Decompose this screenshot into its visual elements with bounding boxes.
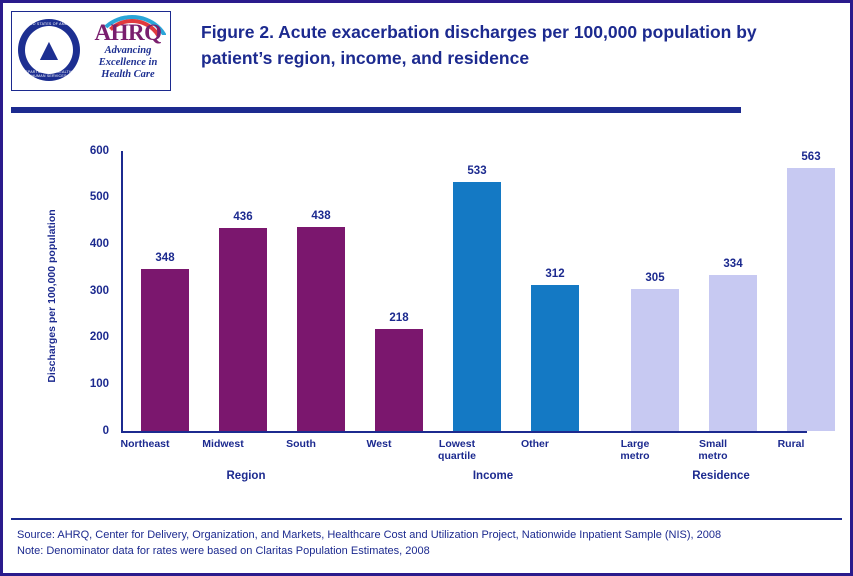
cat-label-small-metro	[676, 438, 750, 462]
y-tick-200: 200	[89, 331, 109, 343]
cat-label-rural-l1: Rural	[777, 438, 805, 450]
bar-value-lowest-quartile: 533	[467, 165, 487, 178]
hhs-seal-icon	[18, 19, 80, 81]
cat-label-other-l1: Other	[520, 438, 549, 450]
bar-northeast[interactable]	[141, 251, 189, 431]
ahrq-tagline	[86, 45, 170, 81]
bar-small-metro[interactable]	[709, 258, 757, 431]
seal-text-top: UNITED STATES OF AMERICA	[21, 22, 77, 26]
bar-value-west: 218	[389, 312, 409, 325]
cat-label-large-metro	[598, 438, 672, 462]
figure-footnotes	[17, 527, 837, 559]
cat-label-lowest-quartile	[420, 438, 494, 462]
cat-label-west-l1: West	[366, 438, 392, 450]
y-tick-500: 500	[89, 191, 109, 203]
cat-label-northeast-l1: Northeast	[120, 438, 170, 450]
bar-lowest-quartile[interactable]	[453, 165, 501, 431]
y-tick-400: 400	[89, 238, 109, 250]
footnote-source: Source: AHRQ, Center for Delivery, Organization, and Markets, Healthcare Cost and Utilization Project, Nationwide Inpatient Sample (NIS), 2008	[17, 529, 722, 541]
cat-label-small-metro-l1: Small	[698, 438, 727, 450]
group-label-region: Region	[226, 470, 266, 482]
bar-large-metro[interactable]	[631, 271, 679, 431]
bar-midwest[interactable]	[219, 210, 267, 432]
cat-label-lowest-quartile-l2: quartile	[438, 450, 476, 462]
group-label-income: Income	[472, 470, 514, 482]
y-tick-100: 100	[89, 378, 109, 390]
hhs-eagle-icon: ▲	[33, 32, 65, 67]
ahrq-wordmark-block	[86, 17, 170, 81]
cat-label-west	[342, 438, 416, 450]
bar-chart	[3, 115, 850, 515]
ahrq-tagline-line3: Health Care	[101, 69, 155, 80]
figure-header	[3, 3, 850, 107]
ahrq-logo	[11, 11, 171, 91]
bar-value-rural: 563	[801, 151, 821, 164]
cat-label-other	[498, 438, 572, 450]
bar-south[interactable]	[297, 209, 345, 431]
bar-value-large-metro: 305	[645, 271, 665, 284]
bar-value-other: 312	[545, 268, 565, 281]
ahrq-tagline-line2: Excellence in	[98, 57, 158, 68]
cat-label-lowest-quartile-l1: Lowest	[438, 438, 476, 450]
cat-label-large-metro-l2: metro	[620, 450, 650, 462]
seal-text-bottom: DEPARTMENT OF HEALTH & HUMAN SERVICES	[22, 70, 76, 78]
group-label-residence: Residence	[692, 470, 750, 482]
bar-west[interactable]	[375, 312, 423, 431]
title-divider	[11, 107, 741, 113]
plot-area	[121, 151, 821, 433]
cat-label-midwest-l1: Midwest	[202, 438, 244, 450]
ahrq-wordmark: AHRQ	[94, 20, 162, 45]
y-tick-0: 0	[102, 425, 109, 437]
bar-other[interactable]	[531, 268, 579, 431]
bar-value-small-metro: 334	[723, 258, 743, 271]
footer-divider	[11, 518, 842, 520]
bar-value-south: 438	[311, 209, 331, 222]
y-axis-label: Discharges per 100,000 population	[46, 209, 58, 383]
cat-label-rural	[754, 438, 828, 450]
cat-label-south-l1: South	[286, 438, 316, 450]
footnote-note: Note: Denominator data for rates were based on Claritas Population Estimates, 2008	[17, 545, 430, 557]
ahrq-tagline-line1: Advancing	[104, 45, 152, 56]
bar-rural[interactable]	[787, 151, 835, 431]
cat-label-south	[264, 438, 338, 450]
figure-title: Figure 2. Acute exacerbation discharges per 100,000 population by patient’s region, income, and residence	[201, 22, 757, 68]
y-tick-300: 300	[89, 285, 109, 297]
bar-value-midwest: 436	[233, 210, 253, 223]
y-tick-600: 600	[89, 145, 109, 157]
bar-value-northeast: 348	[155, 251, 175, 264]
cat-label-midwest	[186, 438, 260, 450]
cat-label-large-metro-l1: Large	[620, 438, 650, 450]
cat-label-small-metro-l2: metro	[698, 450, 728, 462]
cat-label-northeast	[108, 438, 182, 450]
